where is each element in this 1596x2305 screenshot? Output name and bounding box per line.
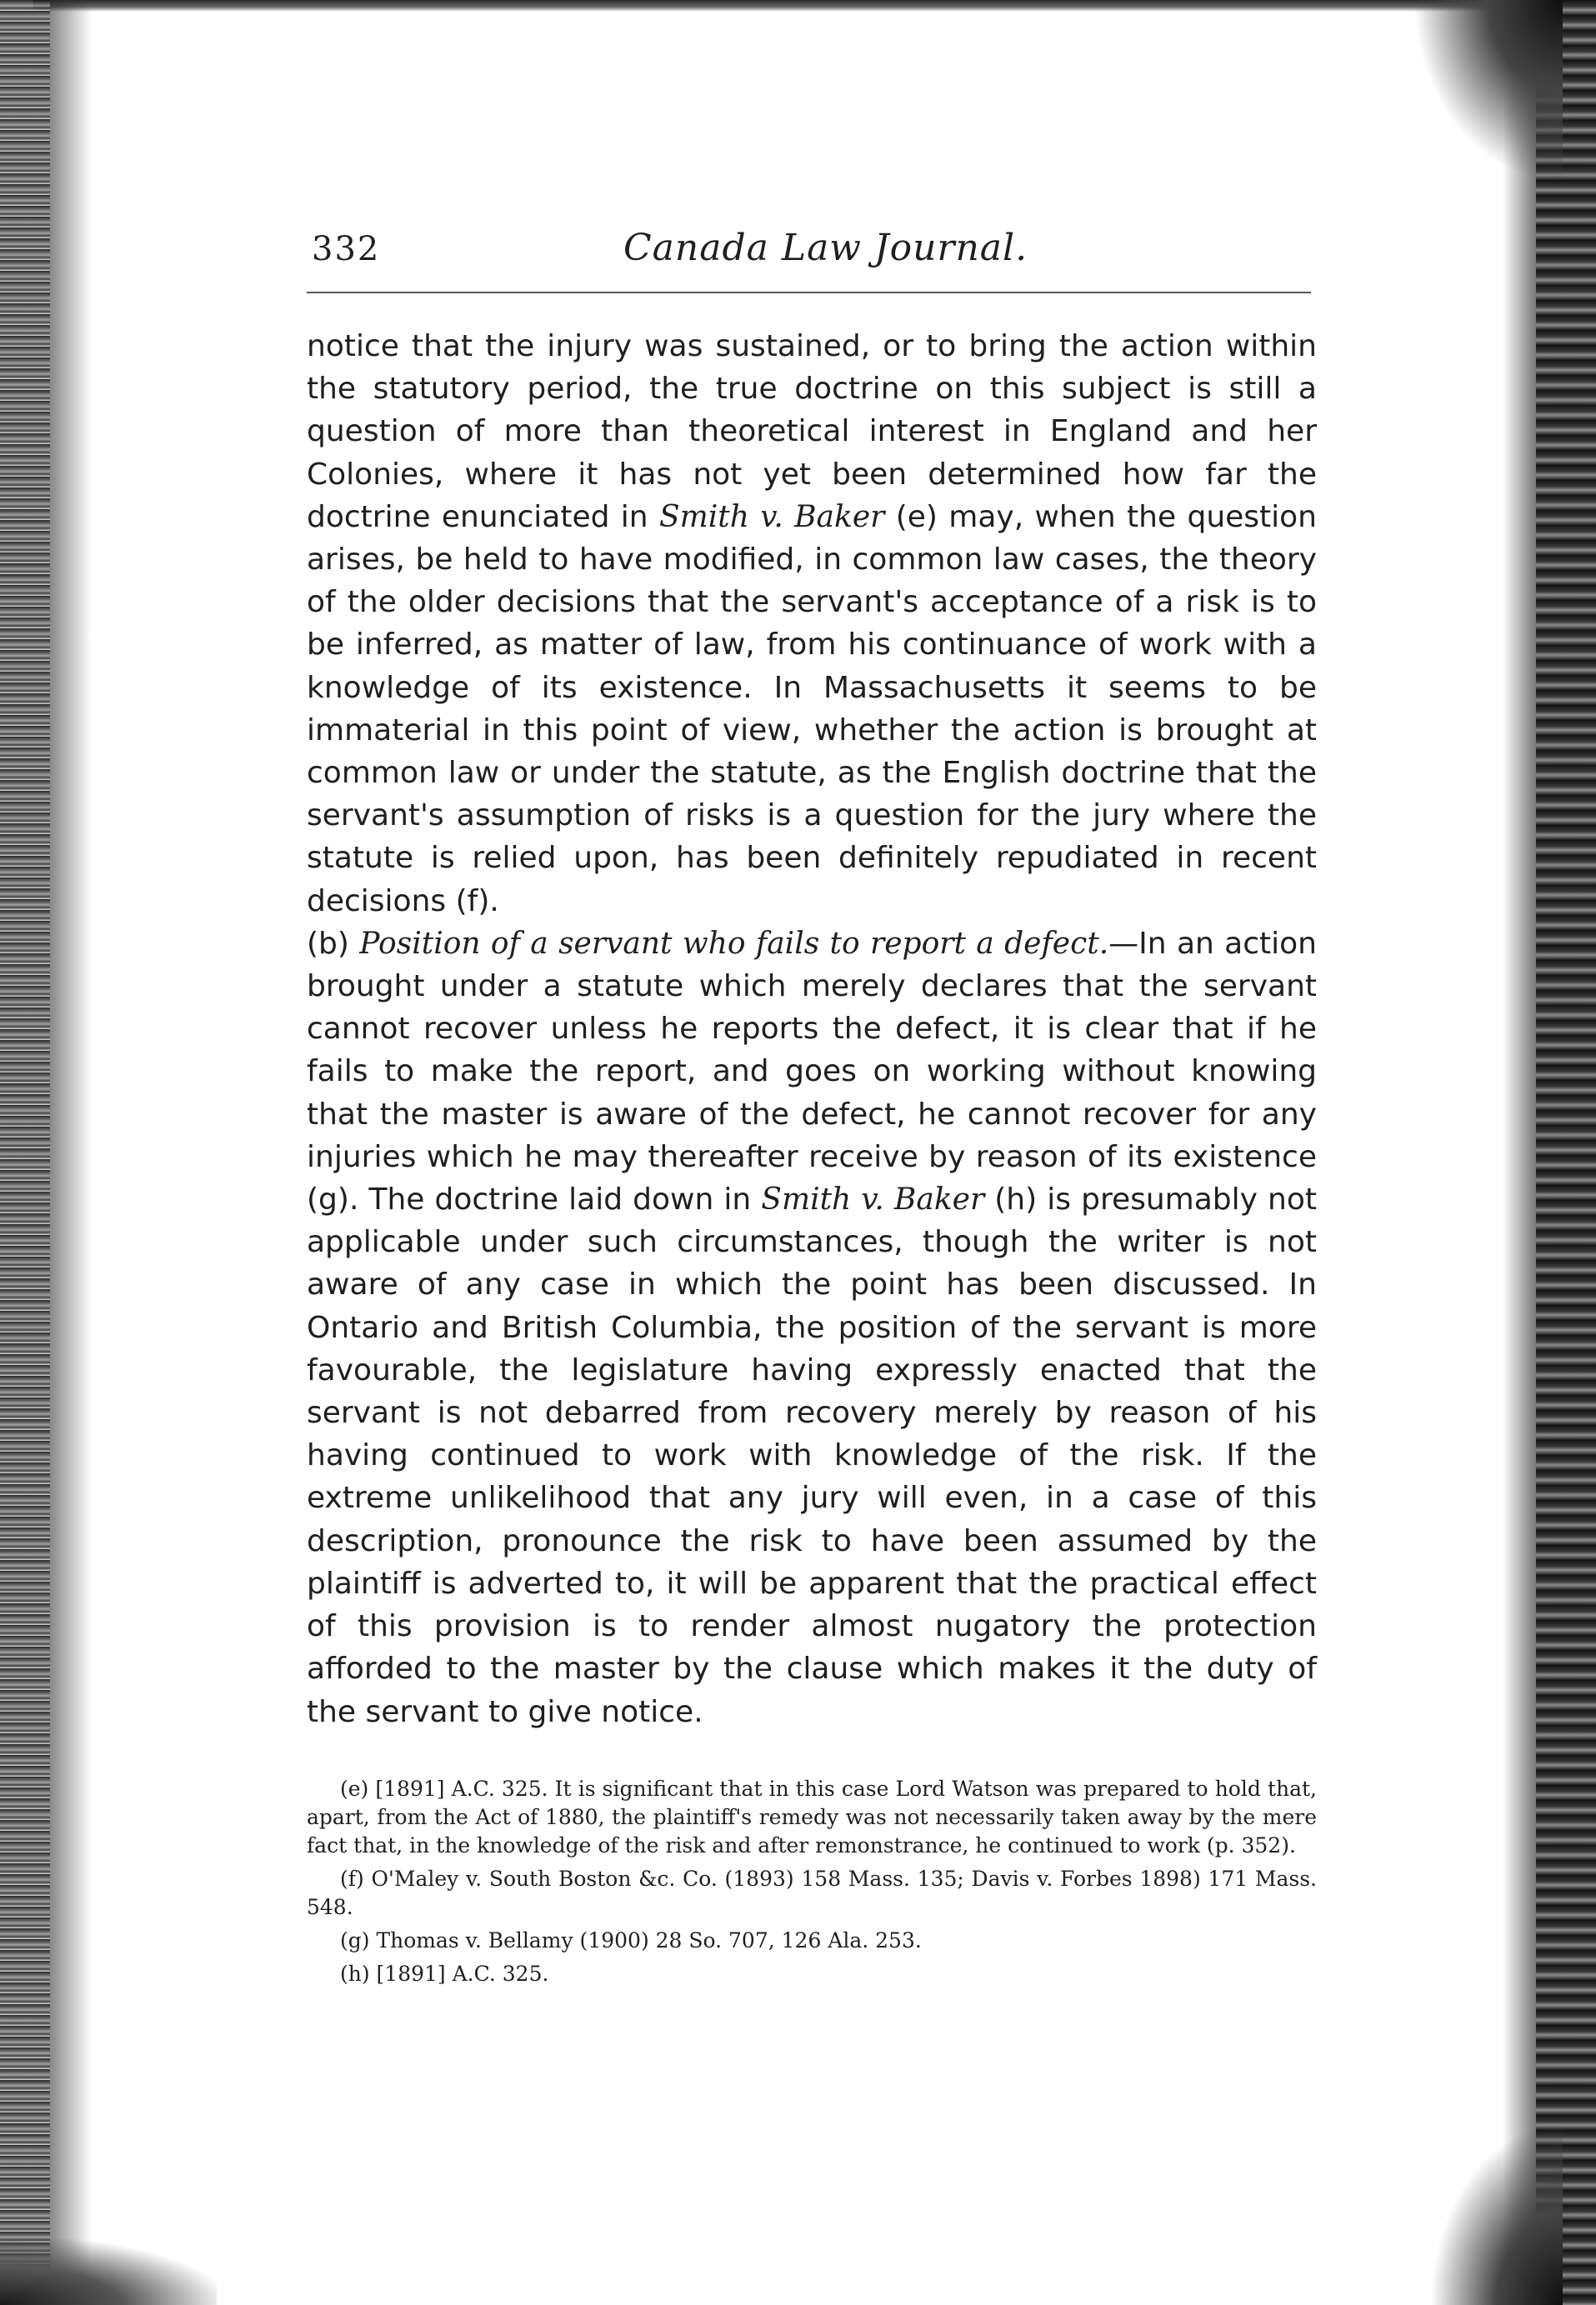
scan-shadow-right (1503, 0, 1536, 2305)
footnote-f: (f) O'Maley v. South Boston &c. Co. (1893) 158 Mass. 135; Davis v. Forbes 1898) 171 Mass. 548. (307, 1867, 1317, 1919)
scan-edge-left (0, 0, 50, 2305)
scan-edge-top (33, 0, 1596, 12)
body-text (307, 325, 1317, 1733)
section-label: (b) (307, 926, 360, 961)
paragraph-2-text-a: —In an action brought under a statute which merely declares that the servant cannot recover unless he reports the defect, it is clear that if he fails to make the report, and goes on working without knowing that the master is aware of the defect, he cannot recover for any injuries which he may thereafter receive by reason of its existence (g). The doctrine laid down in (307, 926, 1317, 1218)
footnotes (307, 1775, 1317, 1993)
scan-shadow-left (50, 0, 92, 2305)
paragraph-1-text-a: notice that the injury was sustained, or to bring the action within the statutory period, the true doctrine on this subject is still a question of more than theoretical interest in England and her Colonies, where it has not yet been determined how far the doctrine enunciated in (307, 329, 1317, 534)
footnote-e: (e) [1891] A.C. 325. It is significant that in this case Lord Watson was prepared to hold that, apart, from the Act of 1880, the plaintiff's remedy was not necessarily taken away by the mere fact that, in the knowledge of the risk and after remonstrance, he continued to work (p. 352). (307, 1777, 1317, 1858)
page-number: 332 (312, 230, 381, 268)
footnote-g: (g) Thomas v. Bellamy (1900) 28 So. 707, 126 Ala. 253. (340, 1928, 922, 1952)
scan-corner-bottom-right (1429, 2122, 1563, 2305)
case-citation-smith-v-baker: Smith v. Baker (658, 499, 885, 534)
scan-edge-right (1536, 0, 1596, 2305)
running-head (307, 223, 1317, 278)
section-heading: Position of a servant who fails to report a defect. (359, 926, 1109, 961)
scan-corner-bottom-left (0, 2238, 217, 2305)
paragraph-2 (307, 922, 1317, 1733)
footnote-h: (h) [1891] A.C. 325. (340, 1962, 549, 1986)
paragraph-1-text-b: (e) may, when the question arises, be held to have modified, in common law cases, the theory of the older decisions that the servant's acceptance of a risk is to be inferred, as matter of law, from his continuance of work with a knowledge of its existence. In Massachusetts it seems to be immaterial in this point of view, whether the action is brought at common law or under the statute, as the English doctrine that the servant's assumption of risks is a question for the jury where the statute is relied upon, has been definitely repudiated in recent decisions (f). (307, 499, 1317, 918)
page (307, 223, 1317, 1986)
scan-corner-top-right (1413, 0, 1563, 183)
case-citation-smith-v-baker-2: Smith v. Baker (761, 1182, 985, 1218)
paragraph-2-text-b: (h) is presumably not applicable under such circumstances, though the writer is not aware of any case in which the point has been discussed. In Ontario and British Columbia, the position of the servant is more favourable, the legislature having expressly enacted that the servant is not debarred from recovery merely by reason of his having continued to work with knowledge of the risk. If the extreme unlikelihood that any jury will even, in a case of this description, pronounce the risk to have been assumed by the plaintiff is adverted to, it will be apparent that the practical effect of this provision is to render almost nugatory the protection afforded to the master by the clause which makes it the duty of the servant to give notice. (307, 1182, 1317, 1729)
journal-title: Canada Law Journal. (623, 227, 1028, 269)
header-rule (307, 292, 1311, 293)
paragraph-1 (307, 325, 1317, 922)
